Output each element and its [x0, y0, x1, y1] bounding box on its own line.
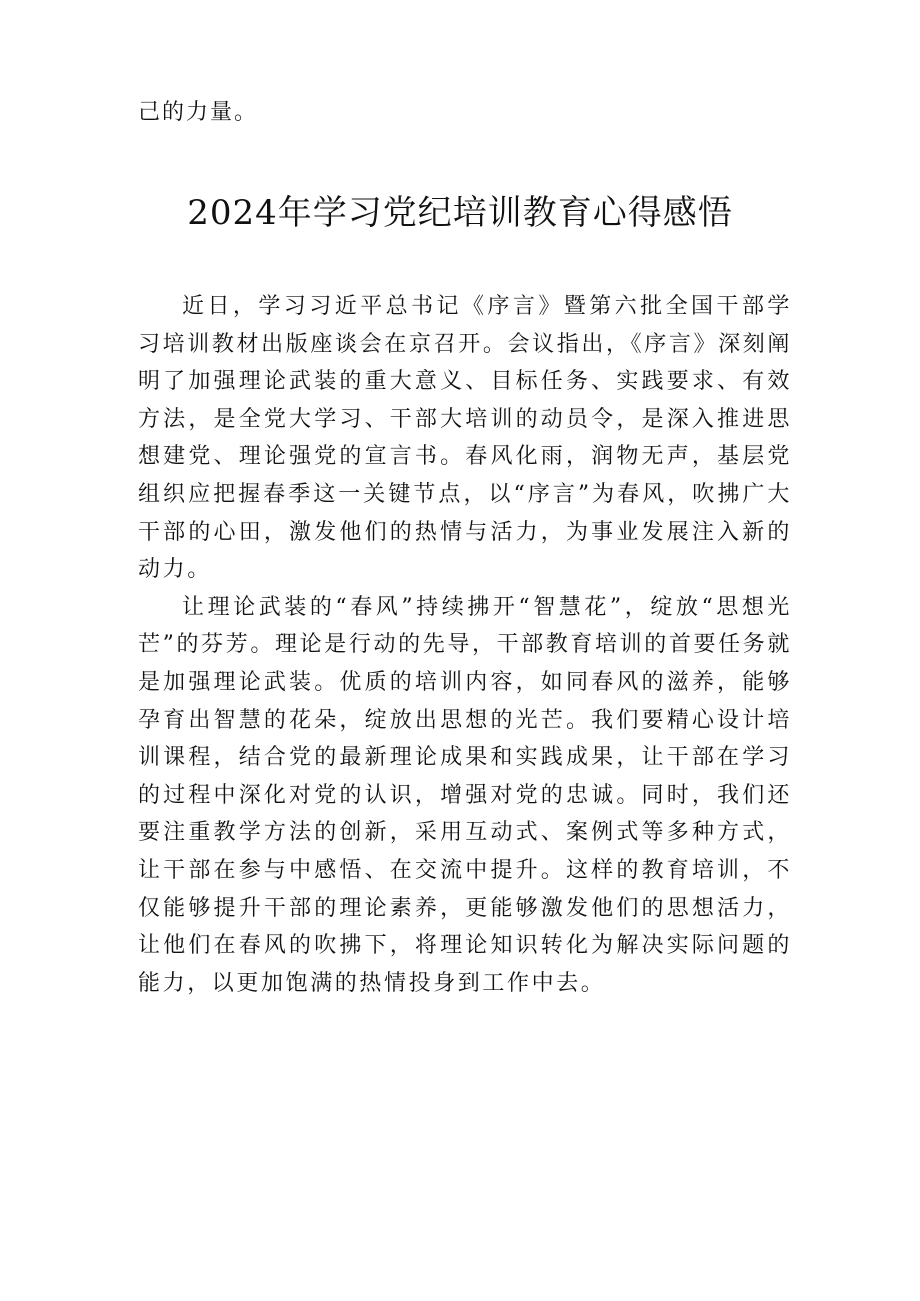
article-body — [138, 288, 792, 1002]
paragraph: 让理论武装的“春风”持续拂开“智慧花”，绽放“思想光芒”的芬芳。理论是行动的先导，干部教育培训的首要任务就是加强理论武装。优质的培训内容，如同春风的滋养，能够孕育出智慧的花朵，绽放出思想的光芒。我们要精心设计培训课程，结合党的最新理论成果和实践成果，让干部在学习的过程中深化对党的认识，增强对党的忠诚。同时，我们还要注重教学方法的创新，采用互动式、案例式等多种方式，让干部在参与中感悟、在交流中提升。这样的教育培训，不仅能够提升干部的理论素养，更能够激发他们的思想活力，让他们在春风的吹拂下，将理论知识转化为解决实际问题的能力，以更加饱满的热情投身到工作中去。 — [138, 594, 792, 996]
continuation-text: 己的力量。 — [138, 100, 259, 125]
document-title: 2024年学习党纪培训教育心得感悟 — [187, 193, 733, 233]
paragraph: 近日，学习习近平总书记《序言》暨第六批全国干部学习培训教材出版座谈会在京召开。会议指出，《序言》深刻阐明了加强理论武装的重大意义、目标任务、实践要求、有效方法，是全党大学习、干部大培训的动员令，是深入推进思想建党、理论强党的宣言书。春风化雨，润物无声，基层党组织应把握春季这一关键节点，以“序言”为春风，吹拂广大干部的心田，激发他们的热情与活力，为事业发展注入新的动力。 — [138, 294, 792, 583]
